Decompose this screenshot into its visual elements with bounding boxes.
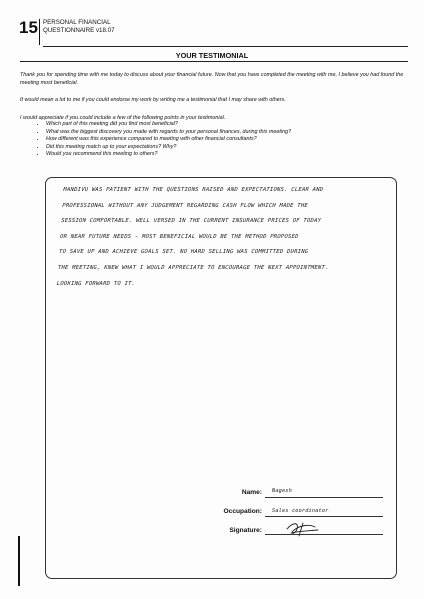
testimonial-line: PROFESSIONAL WITHOUT ANY JUDGEMENT REGARDING CASH FLOW WHICH MADE THE: [62, 202, 309, 209]
name-label: Name:: [241, 489, 262, 496]
testimonial-points-list: [34, 121, 406, 159]
name-field-line[interactable]: [265, 497, 383, 498]
header-rule: [43, 46, 408, 47]
sheet-title: PERSONAL FINANCIAL QUESTIONNAIRE v18.07: [43, 19, 115, 34]
testimonial-line: TO SAVE UP AND ACHIEVE GOALS SET. NO HARD SELLING WAS COMMITTED DURING: [58, 249, 309, 256]
occupation-label: Occupation:: [223, 508, 262, 515]
intro-paragraph-points: I would appreciate if you could include a few of the following points in your testimonial.: [20, 115, 226, 121]
handwritten-signature: [285, 519, 321, 539]
point-item: • Did this meeting match up to your expectations? Why?: [46, 144, 406, 152]
handwritten-testimonial: [56, 183, 394, 292]
testimonial-line: MANDIVU WAS PATIENT WITH THE QUESTIONS RAISED AND EXPECTATIONS. CLEAR AND: [63, 187, 324, 193]
testimonial-line: LOOKING FORWARD TO IT.: [56, 280, 136, 287]
page-edge-mark: [18, 536, 20, 586]
sheet-number: 15: [19, 18, 38, 37]
testimonial-line: OR NEAR FUTURE NEEDS - MOST BENEFICIAL WOULD BE THE METHOD PROPOSED: [59, 233, 299, 240]
point-item: • Would you recommend this meeting to others?: [46, 151, 406, 159]
intro-paragraph-endorse: It would mean a lot to me if you could endorse my work by writing me a testimonial that I may share with others.: [20, 97, 286, 103]
signature-label: Signature:: [229, 527, 262, 534]
testimonial-line: SESSION COMFORTABLE. WELL VERSED IN THE CURRENT INSURANCE PRICES OF TODAY: [60, 218, 322, 225]
occupation-value: Sales coordinator: [272, 508, 329, 514]
section-title: YOUR TESTIMONIAL: [175, 51, 249, 60]
occupation-field-line[interactable]: [265, 516, 383, 517]
title-rule: [20, 61, 408, 62]
header-divider: [39, 19, 40, 45]
point-item: • How different was this experience compared to meeting with other financial consultants?: [46, 136, 406, 144]
testimonial-line: THE MEETING, KNEW WHAT I WOULD APPRECIATE TO ENCOURAGE THE NEXT APPOINTMENT.: [57, 264, 329, 271]
point-item: • Which part of this meeting did you find most beneficial?: [46, 121, 406, 129]
point-item: • What was the biggest discovery you made with regards to your personal finances, during this meeting?: [46, 129, 406, 137]
name-value: Nagesh: [272, 488, 292, 494]
signature-field-line[interactable]: [265, 534, 383, 535]
intro-paragraph-thanks: Thank you for spending time with me today to discuss about your financial future. Now that you have completed the meeting with me, I believe you had found the meeting most beneficial.: [20, 72, 404, 86]
